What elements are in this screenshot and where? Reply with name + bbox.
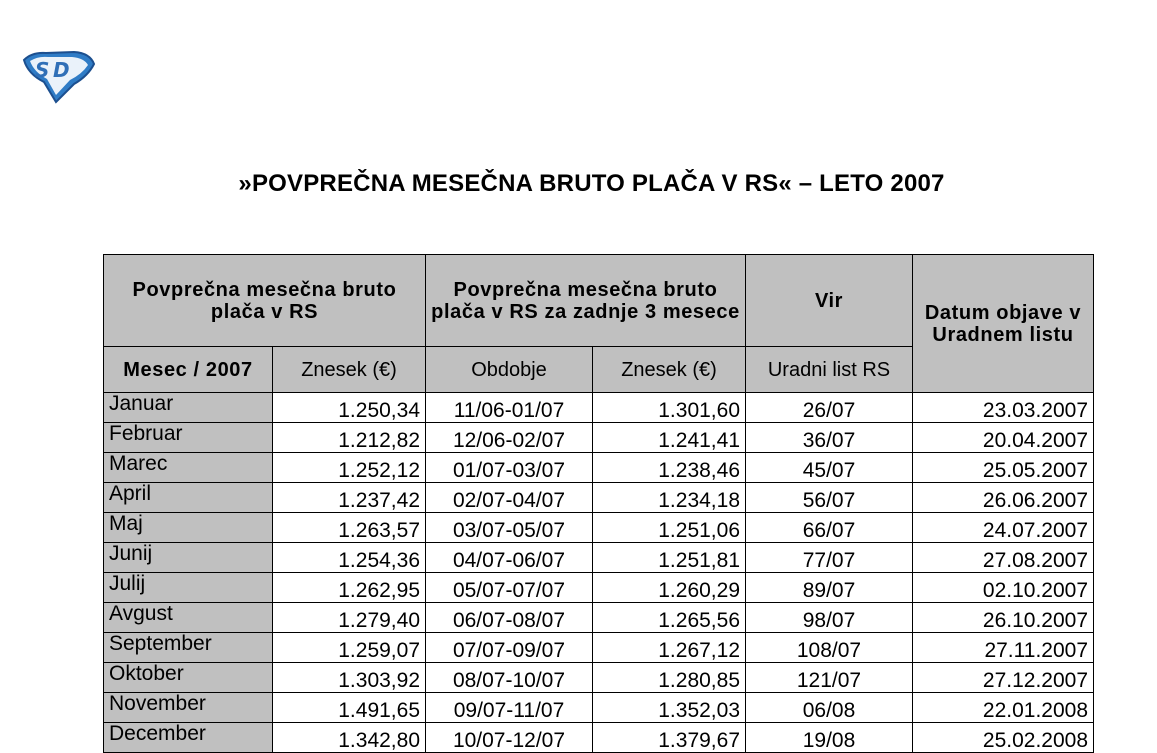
header-period: Obdobje <box>426 347 593 393</box>
cell-date: 20.04.2007 <box>913 423 1094 453</box>
cell-amount: 1.279,40 <box>273 603 426 633</box>
cell-source: 36/07 <box>746 423 913 453</box>
header-official-gazette: Uradni list RS <box>746 347 913 393</box>
cell-amount3: 1.265,56 <box>593 603 746 633</box>
svg-text:D: D <box>53 58 70 82</box>
salary-table <box>103 254 1094 753</box>
cell-source: 77/07 <box>746 543 913 573</box>
cell-amount: 1.212,82 <box>273 423 426 453</box>
cell-period: 07/07-09/07 <box>426 633 593 663</box>
cell-amount3: 1.260,29 <box>593 573 746 603</box>
cell-amount: 1.237,42 <box>273 483 426 513</box>
cell-period: 10/07-12/07 <box>426 723 593 753</box>
cell-period: 08/07-10/07 <box>426 663 593 693</box>
cell-amount3: 1.352,03 <box>593 693 746 723</box>
cell-amount: 1.262,95 <box>273 573 426 603</box>
cell-amount: 1.259,07 <box>273 633 426 663</box>
cell-period: 11/06-01/07 <box>426 393 593 423</box>
table-row <box>104 573 1094 603</box>
cell-date: 27.11.2007 <box>913 633 1094 663</box>
cell-date: 27.08.2007 <box>913 543 1094 573</box>
cell-period: 02/07-04/07 <box>426 483 593 513</box>
cell-amount3: 1.234,18 <box>593 483 746 513</box>
cell-month: Oktober <box>104 663 273 693</box>
cell-month: September <box>104 633 273 663</box>
cell-source: 06/08 <box>746 693 913 723</box>
cell-amount: 1.263,57 <box>273 513 426 543</box>
table-row <box>104 483 1094 513</box>
cell-month: Julij <box>104 573 273 603</box>
cell-amount3: 1.251,06 <box>593 513 746 543</box>
cell-month: Marec <box>104 453 273 483</box>
cell-amount: 1.303,92 <box>273 663 426 693</box>
cell-period: 04/07-06/07 <box>426 543 593 573</box>
header-amount-3months: Znesek (€) <box>593 347 746 393</box>
table-row <box>104 693 1094 723</box>
cell-period: 12/06-02/07 <box>426 423 593 453</box>
cell-source: 98/07 <box>746 603 913 633</box>
header-group-source: Vir <box>746 255 913 347</box>
cell-source: 45/07 <box>746 453 913 483</box>
cell-period: 06/07-08/07 <box>426 603 593 633</box>
cell-amount: 1.254,36 <box>273 543 426 573</box>
cell-month: Avgust <box>104 603 273 633</box>
cell-month: Junij <box>104 543 273 573</box>
header-amount: Znesek (€) <box>273 347 426 393</box>
cell-date: 23.03.2007 <box>913 393 1094 423</box>
cell-date: 02.10.2007 <box>913 573 1094 603</box>
cell-amount3: 1.301,60 <box>593 393 746 423</box>
table-row <box>104 633 1094 663</box>
cell-month: November <box>104 693 273 723</box>
page-title: »POVPREČNA MESEČNA BRUTO PLAČA V RS« – LETO 2007 <box>238 170 945 197</box>
cell-amount: 1.342,80 <box>273 723 426 753</box>
cell-amount3: 1.251,81 <box>593 543 746 573</box>
cell-date: 25.05.2007 <box>913 453 1094 483</box>
cell-amount3: 1.238,46 <box>593 453 746 483</box>
header-publish-date: Datum objave v Uradnem listu <box>913 255 1094 393</box>
cell-month: April <box>104 483 273 513</box>
cell-period: 01/07-03/07 <box>426 453 593 483</box>
header-group-3months: Povprečna mesečna bruto plača v RS za zadnje 3 mesece <box>426 255 746 347</box>
table-row <box>104 723 1094 753</box>
cell-date: 24.07.2007 <box>913 513 1094 543</box>
cell-amount: 1.491,65 <box>273 693 426 723</box>
cell-source: 19/08 <box>746 723 913 753</box>
table-row <box>104 423 1094 453</box>
cell-amount3: 1.267,12 <box>593 633 746 663</box>
cell-date: 26.10.2007 <box>913 603 1094 633</box>
cell-date: 22.01.2008 <box>913 693 1094 723</box>
table-row <box>104 663 1094 693</box>
header-month: Mesec / 2007 <box>104 347 273 393</box>
svg-text:S: S <box>35 58 50 82</box>
cell-date: 27.12.2007 <box>913 663 1094 693</box>
table-row <box>104 453 1094 483</box>
cell-amount3: 1.280,85 <box>593 663 746 693</box>
cell-source: 121/07 <box>746 663 913 693</box>
cell-amount3: 1.379,67 <box>593 723 746 753</box>
cell-period: 05/07-07/07 <box>426 573 593 603</box>
table-row <box>104 393 1094 423</box>
cell-month: Januar <box>104 393 273 423</box>
cell-amount: 1.250,34 <box>273 393 426 423</box>
cell-date: 26.06.2007 <box>913 483 1094 513</box>
header-group-monthly: Povprečna mesečna bruto plača v RS <box>104 255 426 347</box>
cell-source: 26/07 <box>746 393 913 423</box>
cell-month: December <box>104 723 273 753</box>
cell-source: 66/07 <box>746 513 913 543</box>
cell-period: 03/07-05/07 <box>426 513 593 543</box>
cell-month: Maj <box>104 513 273 543</box>
cell-month: Februar <box>104 423 273 453</box>
sd-logo-shield-icon <box>22 48 96 104</box>
cell-amount3: 1.241,41 <box>593 423 746 453</box>
cell-amount: 1.252,12 <box>273 453 426 483</box>
cell-source: 89/07 <box>746 573 913 603</box>
cell-source: 108/07 <box>746 633 913 663</box>
cell-source: 56/07 <box>746 483 913 513</box>
cell-period: 09/07-11/07 <box>426 693 593 723</box>
table-row <box>104 543 1094 573</box>
table-row <box>104 513 1094 543</box>
table-row <box>104 603 1094 633</box>
cell-date: 25.02.2008 <box>913 723 1094 753</box>
